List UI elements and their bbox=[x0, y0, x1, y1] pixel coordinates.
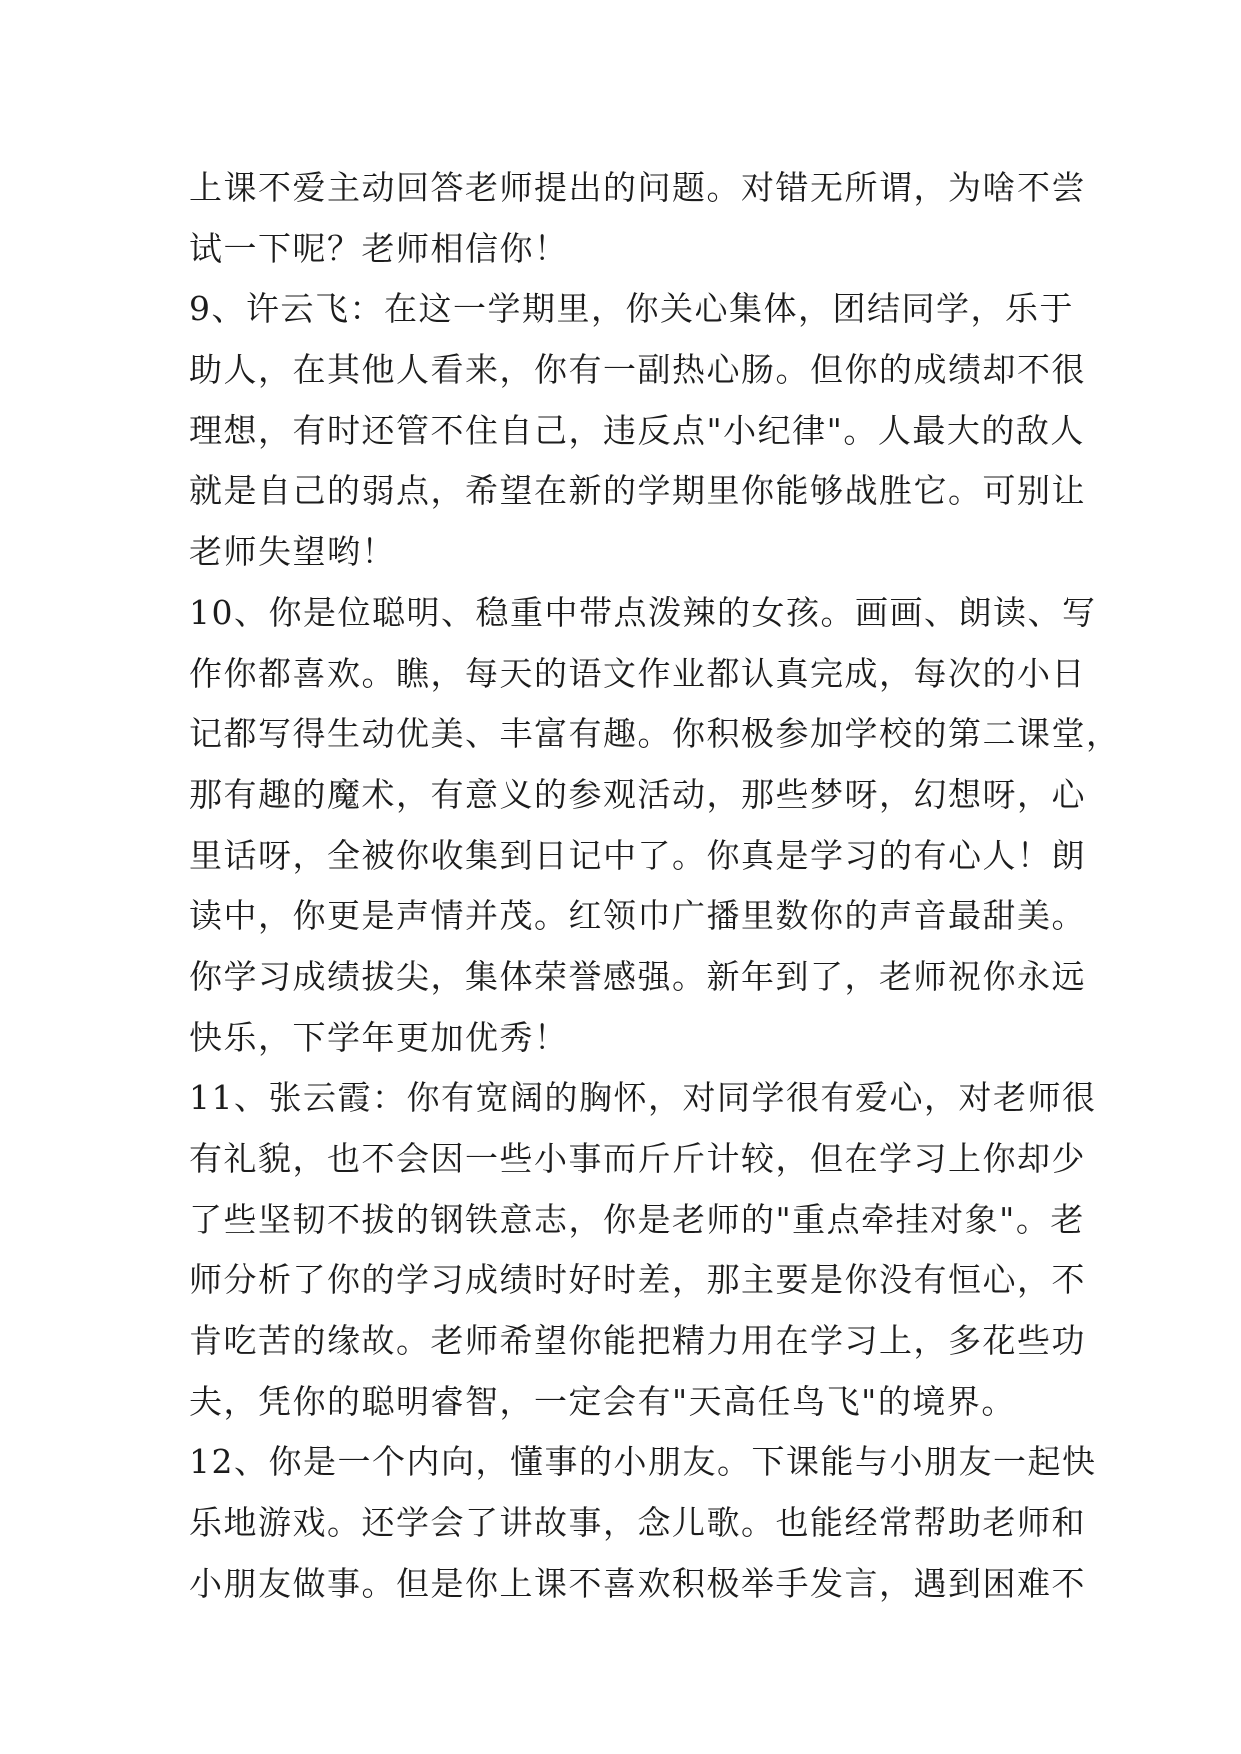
text-line: 乐地游戏。还学会了讲故事，念儿歌。也能经常帮助老师和 bbox=[189, 1503, 1086, 1543]
text-line: 记都写得生动优美、丰富有趣。你积极参加学校的第二课堂， bbox=[189, 714, 1121, 754]
text-line: 有礼貌，也不会因一些小事而斤斤计较，但在学习上你却少 bbox=[189, 1139, 1086, 1178]
text-line: 快乐，下学年更加优秀！ bbox=[189, 1017, 569, 1057]
text-line: 11、张云霞：你有宽阔的胸怀，对同学很有爱心，对老师很 bbox=[189, 1078, 1097, 1118]
text-line: 你学习成绩拔尖，集体荣誉感强。新年到了，老师祝你永远 bbox=[189, 956, 1086, 996]
text-line: 10、你是位聪明、稳重中带点泼辣的女孩。画画、朗读、写 bbox=[189, 592, 1097, 632]
text-line: 老师失望哟！ bbox=[189, 532, 396, 572]
text-line: 小朋友做事。但是你上课不喜欢积极举手发言，遇到困难不 bbox=[189, 1563, 1086, 1603]
text-line: 理想，有时还管不住自己，违反点"小纪律"。人最大的敌人 bbox=[189, 410, 1085, 450]
text-line: 12、你是一个内向，懂事的小朋友。下课能与小朋友一起快 bbox=[189, 1442, 1097, 1482]
text-line: 里话呀，全被你收集到日记中了。你真是学习的有心人！朗 bbox=[189, 835, 1086, 875]
text-line: 作你都喜欢。瞧，每天的语文作业都认真完成，每次的小日 bbox=[189, 653, 1086, 693]
document-body bbox=[189, 158, 1121, 1615]
text-line: 助人，在其他人看来，你有一副热心肠。但你的成绩却不很 bbox=[189, 350, 1086, 390]
text-line: 那有趣的魔术，有意义的参观活动，那些梦呀，幻想呀，心 bbox=[189, 774, 1086, 814]
text-line: 师分析了你的学习成绩时好时差，那主要是你没有恒心，不 bbox=[189, 1260, 1086, 1300]
text-line: 就是自己的弱点，希望在新的学期里你能够战胜它。可别让 bbox=[189, 471, 1086, 511]
text-line: 上课不爱主动回答老师提出的问题。对错无所谓，为啥不尝 bbox=[189, 168, 1086, 207]
text-line: 肯吃苦的缘故。老师希望你能把精力用在学习上，多花些功 bbox=[189, 1321, 1086, 1361]
text-line: 了些坚韧不拔的钢铁意志，你是老师的"重点牵挂对象"。老 bbox=[189, 1199, 1085, 1239]
text-line: 试一下呢？老师相信你！ bbox=[189, 228, 569, 268]
text-line: 夫，凭你的聪明睿智，一定会有"天高任鸟飞"的境界。 bbox=[189, 1381, 1016, 1421]
text-line: 9、许云飞：在这一学期里，你关心集体，团结同学，乐于 bbox=[189, 289, 1074, 329]
text-line: 读中，你更是声情并茂。红领巾广播里数你的声音最甜美。 bbox=[189, 896, 1086, 936]
